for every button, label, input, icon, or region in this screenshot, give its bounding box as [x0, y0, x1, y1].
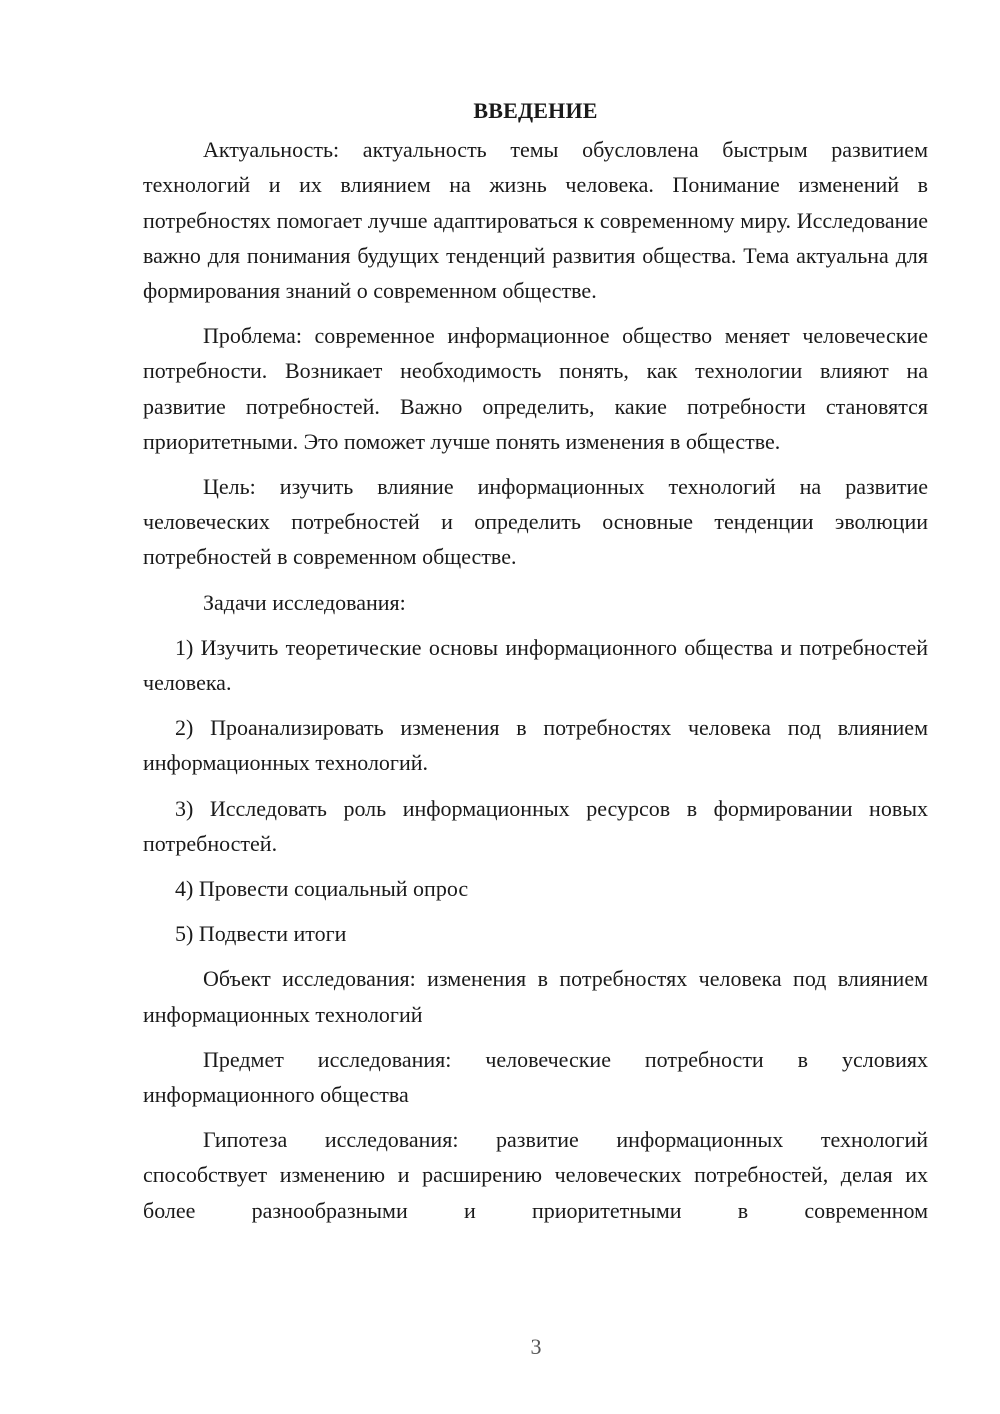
- tasks-heading: Задачи исследования:: [203, 589, 406, 615]
- document-page: [143, 93, 928, 1238]
- section-title: ВВЕДЕНИЕ: [473, 98, 598, 123]
- problem-paragraph: Проблема: современное информационное общество меняет человеческие потребности. Возникает необходимость понять, как технологии влияют на развитие потребностей. Важно определить, какие потребности становятся приоритетными. Это поможет лучше понять изменения в обществе.: [143, 323, 928, 454]
- hypothesis-paragraph: Гипотеза исследования: развитие информационных технологий способствует изменению и расширению человеческих потребностей, делая их более разнообразными и приоритетными в современном: [143, 1127, 928, 1223]
- subject-paragraph: Предмет исследования: человеческие потребности в условиях информационного общества: [143, 1046, 928, 1108]
- task-item-3: 3) Исследовать роль информационных ресурсов в формировании новых потребностей.: [143, 795, 928, 856]
- goal-paragraph: Цель: изучить влияние информационных технологий на развитие человеческих потребностей и определить основные тенденции эволюции потребностей в современном обществе.: [143, 474, 928, 570]
- task-item-4: 4) Провести социальный опрос: [175, 876, 469, 902]
- tasks-list: [143, 630, 928, 952]
- task-item-1: 1) Изучить теоретические основы информационного общества и потребностей человека.: [143, 634, 928, 696]
- page-number: 3: [530, 1334, 542, 1359]
- task-item-5: 5) Подвести итоги: [175, 921, 347, 947]
- object-paragraph: Объект исследования: изменения в потребностях человека под влиянием информационных технологий: [143, 966, 928, 1027]
- relevance-paragraph: Актуальность: актуальность темы обусловлена быстрым развитием технологий и их влиянием на жизнь человека. Понимание изменений в потребностях помогает лучше адаптироваться к современному миру. Исследование важно для понимания будущих тенденций развития общества. Тема актуальна для формирования знаний о современном обществе.: [143, 137, 928, 304]
- task-item-2: 2) Проанализировать изменения в потребностях человека под влиянием информационных технологий.: [143, 715, 928, 776]
